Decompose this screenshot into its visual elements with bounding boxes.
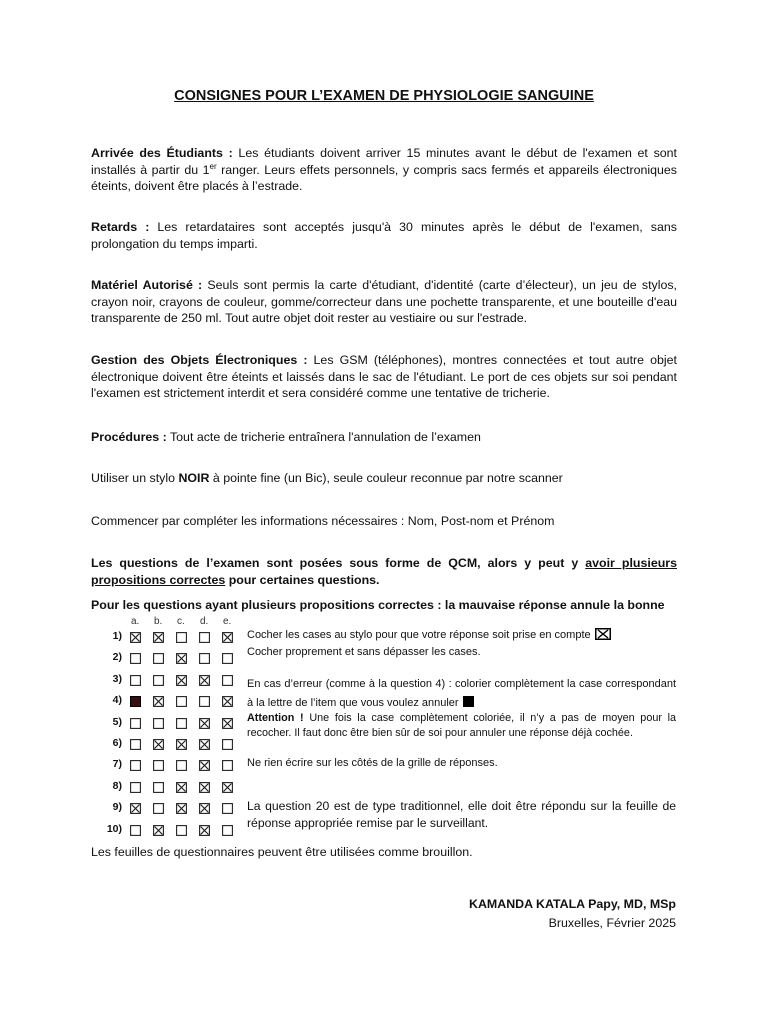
note-proprement [247, 645, 676, 660]
answer-cell-checked[interactable] [222, 718, 232, 728]
answer-cell-checked[interactable] [222, 782, 232, 792]
note-erreur [247, 675, 676, 713]
section-text: pour certaines questions. [225, 572, 380, 587]
answer-cell-empty[interactable] [222, 675, 232, 685]
answer-cell-empty[interactable] [222, 825, 232, 835]
grid-column-label: a. [131, 616, 140, 627]
answer-cell-checked[interactable] [176, 653, 186, 663]
answer-cell-checked[interactable] [199, 718, 209, 728]
section-text: Les feuilles de questionnaires peuvent être utilisées comme brouillon. [91, 845, 473, 859]
answer-cell-empty[interactable] [130, 760, 140, 770]
grid-row [104, 756, 244, 774]
note-cotes [247, 756, 676, 771]
filled-box-icon [463, 696, 474, 707]
section-materiel [91, 277, 677, 327]
grid-row-number: 4) [112, 694, 122, 707]
grid-row-number: 7) [112, 758, 122, 771]
signature-place-date: Bruxelles, Février 2025 [548, 916, 676, 930]
section-text: Commencer par compléter les informations nécessaires : Nom, Post-nom et Prénom [91, 514, 555, 528]
section-stylo [91, 470, 677, 487]
attention-label: Attention ! [247, 712, 304, 724]
answer-cell-empty[interactable] [176, 696, 186, 706]
grid-row [104, 671, 244, 689]
emphasis-noir: NOIR [178, 471, 210, 485]
answer-cell-checked[interactable] [176, 782, 186, 792]
grid-row [104, 692, 244, 710]
answer-cell-checked[interactable] [222, 632, 232, 642]
answer-cell-empty[interactable] [153, 675, 163, 685]
section-arrivee [91, 145, 677, 195]
grid-row [104, 628, 244, 646]
section-text: Tout acte de tricherie entraînera l'annulation de l’examen [166, 430, 481, 444]
signature-name: KAMANDA KATALA Papy, MD, MSp [469, 897, 676, 911]
grid-row [104, 778, 244, 796]
answer-cell-empty[interactable] [222, 760, 232, 770]
section-text: Les retardataires sont acceptés jusqu'à 30 minutes après le début de l'examen, sans prolongation du temps imparti. [91, 220, 677, 251]
grid-row [104, 714, 244, 732]
grid-row-number: 2) [112, 651, 122, 664]
grid-row [104, 735, 244, 753]
superscript: er [209, 161, 217, 171]
underlined-text: avoir plusieurs propositions correctes [91, 556, 677, 587]
answer-cell-checked[interactable] [222, 696, 232, 706]
section-text: à pointe fine (un Bic), seule couleur reconnue par notre scanner [209, 471, 563, 485]
section-label: Matériel Autorisé : [91, 278, 203, 292]
note-attention [247, 711, 676, 741]
section-procedures [91, 429, 677, 446]
section-retards [91, 219, 677, 252]
section-mauvaise [91, 597, 677, 614]
answer-cell-checked[interactable] [130, 632, 140, 642]
answer-cell-checked[interactable] [176, 739, 186, 749]
grid-column-label: e. [223, 616, 232, 627]
note-text: Une fois la case complètement coloriée, il n’y a pas de moyen pour la recocher. Il faut donc être bien sûr de soi pour annuler une réponse déjà cochée. [247, 712, 676, 739]
answer-cell-empty[interactable] [130, 653, 140, 663]
grid-row-number: 1) [112, 630, 122, 642]
section-text: Seuls sont permis la carte d'étudiant, d'identité (carte d’électeur), un jeu de stylos, crayon noir, crayons de couleur, gomme/correcteur dans une pochette transparente, et une bouteille d'eau transparente de 250 ml. Tout autre objet doit rester au vestiaire ou sur l'estrade. [91, 278, 677, 325]
grid-row-number: 9) [112, 801, 122, 814]
answer-cell-empty[interactable] [153, 782, 163, 792]
grid-row-number: 10) [106, 822, 122, 835]
answer-cell-empty[interactable] [130, 675, 140, 685]
grid-row [104, 821, 244, 839]
answer-cell-checked[interactable] [199, 825, 209, 835]
section-label: Arrivée des Étudiants : [91, 146, 233, 160]
note-text: En cas d’erreur (comme à la question 4) : colorier complètement la case correspondant à la lettre de l’item que vous voulez annuler [247, 678, 676, 709]
note-text: Cocher les cases au stylo pour que votre réponse soit prise en compte [247, 629, 591, 641]
section-text: Les étudiants doivent arriver 15 minutes avant le début de l'examen et sont installés à partir du 1 [91, 146, 677, 177]
section-commencer [91, 513, 677, 530]
section-text: Utiliser un stylo [91, 471, 179, 485]
note-question-20 [247, 798, 676, 832]
answer-cell-empty[interactable] [130, 782, 140, 792]
note-cocher [247, 628, 676, 643]
section-label: Procédures : [91, 430, 167, 444]
section-feuilles [91, 844, 677, 861]
answer-grid [104, 616, 244, 842]
section-label: Retards : [91, 220, 150, 234]
answer-cell-empty[interactable] [153, 760, 163, 770]
section-label: Gestion des Objets Électroniques : [91, 353, 308, 367]
answer-cell-empty[interactable] [222, 653, 232, 663]
grid-column-label: d. [200, 616, 209, 627]
grid-row-number: 5) [112, 715, 122, 728]
answer-cell-checked[interactable] [199, 760, 209, 770]
answer-cell-empty[interactable] [176, 825, 186, 835]
note-text: Ne rien écrire sur les côtés de la grille de réponses. [247, 757, 498, 769]
answer-cell-checked[interactable] [199, 739, 209, 749]
note-text: La question 20 est de type traditionnel, elle doit être répondu sur la feuille de réponse appropriée remise par le surveillant. [247, 799, 676, 830]
answer-cell-checked[interactable] [130, 803, 140, 813]
checked-box-icon [595, 628, 611, 640]
grid-row [104, 649, 244, 667]
section-text: Pour les questions ayant plusieurs propositions correctes : la mauvaise réponse annule la bonne [91, 598, 665, 612]
answer-cell-checked[interactable] [153, 825, 163, 835]
answer-cell-empty[interactable] [222, 739, 232, 749]
answer-cell-empty[interactable] [130, 718, 140, 728]
answer-cell-checked[interactable] [153, 739, 163, 749]
answer-cell-checked[interactable] [176, 803, 186, 813]
answer-cell-empty[interactable] [199, 632, 209, 642]
grid-row-number: 3) [112, 672, 122, 685]
section-text: ranger. Leurs effets personnels, y compris sacs fermés et appareils électroniques éteints, doivent être placés à l’estrade. [91, 162, 677, 193]
answer-cell-empty[interactable] [176, 760, 186, 770]
page-title: CONSIGNES POUR L’EXAMEN DE PHYSIOLOGIE SANGUINE [174, 88, 594, 104]
grid-row-number: 6) [112, 737, 122, 749]
section-qcm [91, 555, 677, 588]
grid-column-label: c. [177, 616, 185, 627]
answer-cell-checked[interactable] [153, 632, 163, 642]
grid-row [104, 799, 244, 817]
grid-header [104, 616, 244, 628]
answer-cell-empty[interactable] [153, 718, 163, 728]
answer-cell-empty[interactable] [130, 739, 140, 749]
answer-cell-empty[interactable] [176, 632, 186, 642]
grid-row-number: 8) [112, 779, 122, 792]
answer-cell-empty[interactable] [153, 653, 163, 663]
answer-cell-empty[interactable] [199, 696, 209, 706]
answer-cell-empty[interactable] [176, 718, 186, 728]
answer-cell-checked[interactable] [199, 675, 209, 685]
answer-cell-checked[interactable] [153, 696, 163, 706]
answer-cell-checked[interactable] [199, 803, 209, 813]
section-text: Les questions de l’examen sont posées sous forme de QCM, alors y peut y [91, 556, 586, 570]
answer-cell-checked[interactable] [176, 675, 186, 685]
answer-cell-empty[interactable] [222, 803, 232, 813]
answer-cell-filled[interactable] [130, 696, 140, 706]
answer-cell-empty[interactable] [153, 803, 163, 813]
answer-cell-empty[interactable] [199, 653, 209, 663]
note-text: Cocher proprement et sans dépasser les cases. [247, 646, 481, 658]
grid-column-label: b. [154, 616, 163, 627]
section-text: Les GSM (téléphones), montres connectées et tout autre objet électronique doivent être éteints et laissés dans le sac de l'étudiant. Le port de ces objets sur soi pendant l'examen est strictement interdit et sera considéré comme une tentative de tricherie. [91, 353, 677, 400]
answer-cell-checked[interactable] [199, 782, 209, 792]
section-electroniques [91, 352, 677, 402]
answer-cell-empty[interactable] [130, 825, 140, 835]
